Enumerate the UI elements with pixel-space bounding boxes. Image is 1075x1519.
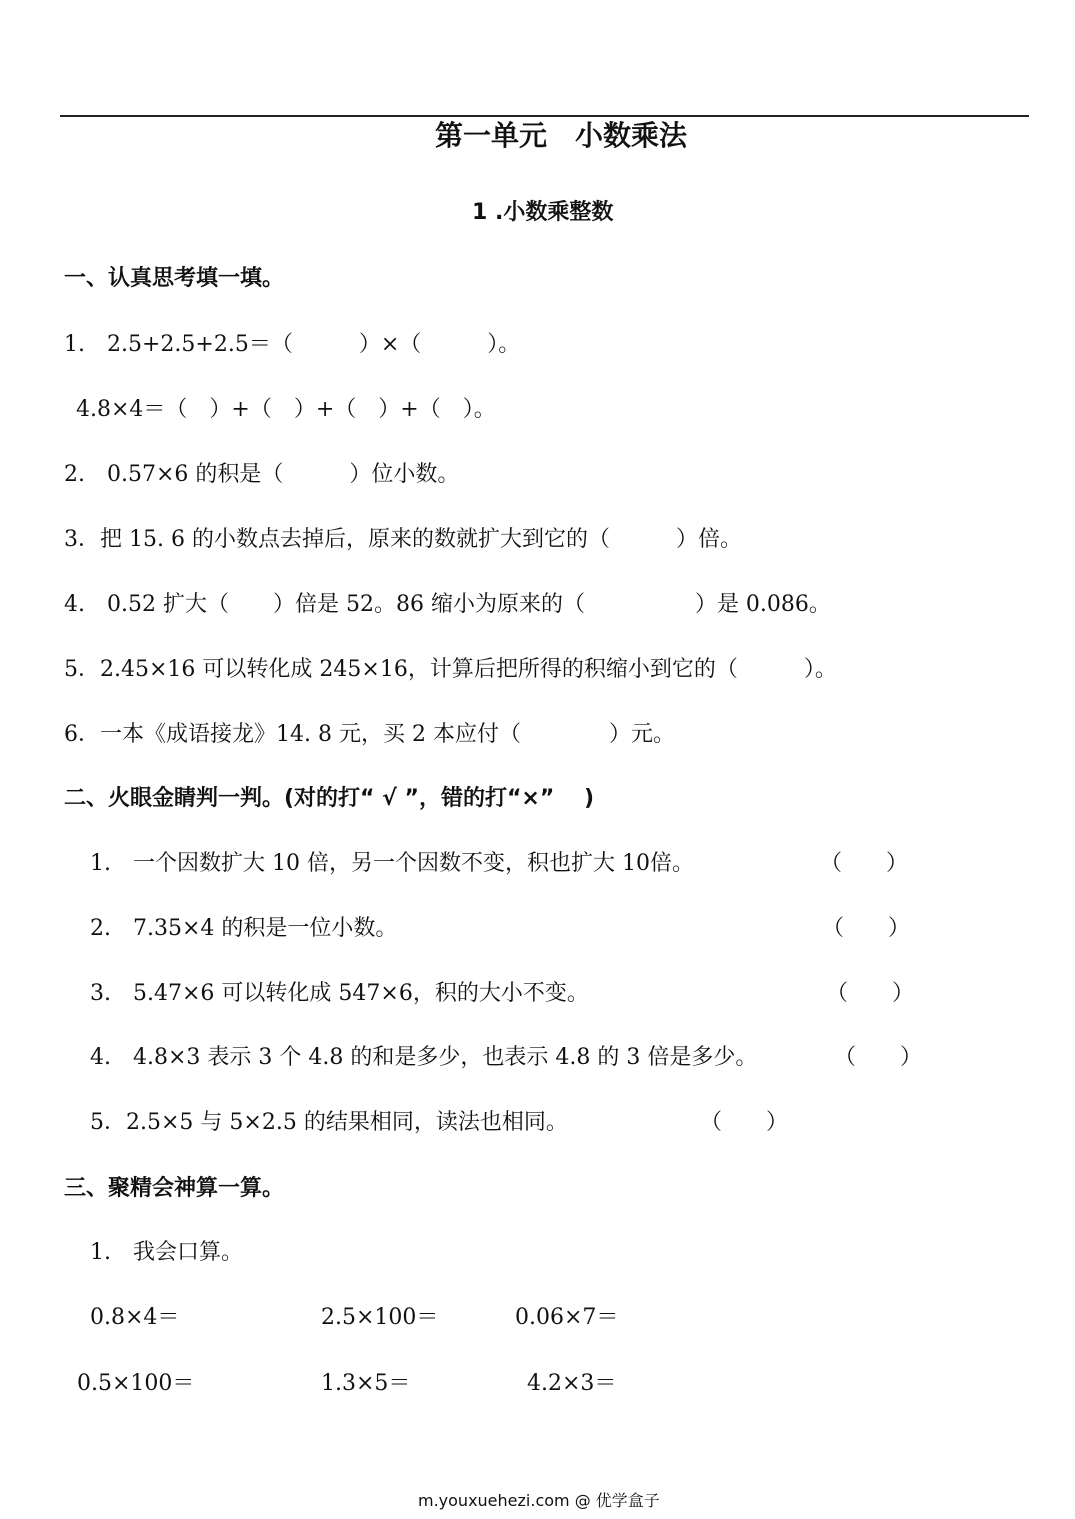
judge-item-1: 1. 一个因数扩大 10 倍，另一个因数不变，积也扩大 10倍。	[90, 851, 694, 876]
question-3: 3．把 15. 6 的小数点去掉后，原来的数就扩大到它的（ ）倍。	[64, 527, 742, 552]
calc-2-3: 4.2×3＝	[527, 1371, 617, 1396]
question-5: 5．2.45×16 可以转化成 245×16，计算后把所得的积缩小到它的（ ）。	[64, 657, 837, 682]
question-6: 6．一本《成语接龙》14. 8 元，买 2 本应付（ ）元。	[64, 722, 675, 747]
section3-heading: 三、聚精会神算一算。	[64, 1176, 285, 1201]
mental-math-label: 1. 我会口算。	[90, 1240, 243, 1265]
calc-2-1: 0.5×100＝	[77, 1371, 195, 1396]
judge-item-2: 2. 7.35×4 的积是一位小数。	[90, 916, 398, 941]
judge-item-4: 4. 4.8×3 表示 3 个 4.8 的和是多少，也表示 4.8 的 3 倍是多少。	[90, 1045, 758, 1070]
calc-1-1: 0.8×4＝	[90, 1305, 180, 1330]
question-1a: 1. 2.5+2.5+2.5＝（ ）×（ ）。	[64, 332, 521, 357]
question-2: 2. 0.57×6 的积是（ ）位小数。	[64, 462, 460, 487]
lesson-subtitle: 1 .小数乘整数	[472, 200, 614, 225]
page-title: 第一单元 小数乘法	[435, 119, 688, 152]
judge-blank-4: （ ）	[834, 1045, 923, 1070]
question-4: 4. 0.52 扩大（ ）倍是 52。86 缩小为原来的（ ）是 0.086。	[64, 592, 831, 617]
judge-blank-1: （ ）	[820, 851, 909, 876]
footer-watermark: m.youxuehezi.com @ 优学盒子	[418, 1491, 660, 1510]
judge-blank-3: （ ）	[826, 981, 915, 1006]
judge-item-3: 3. 5.47×6 可以转化成 547×6，积的大小不变。	[90, 981, 589, 1006]
calc-1-3: 0.06×7＝	[515, 1305, 619, 1330]
section1-heading: 一、认真思考填一填。	[64, 266, 285, 291]
question-1b: 4.8×4＝（ ）+（ ）+（ ）+（ ）。	[76, 397, 496, 422]
judge-blank-2: （ ）	[822, 916, 911, 941]
top-rule	[60, 115, 1029, 117]
calc-1-2: 2.5×100＝	[321, 1305, 439, 1330]
section2-heading: 二、火眼金睛判一判。(对的打“ √ ”，错的打“×” )	[64, 786, 595, 811]
judge-blank-5: （ ）	[700, 1110, 789, 1135]
calc-2-2: 1.3×5＝	[321, 1371, 411, 1396]
judge-item-5: 5．2.5×5 与 5×2.5 的结果相同，读法也相同。	[90, 1110, 568, 1135]
